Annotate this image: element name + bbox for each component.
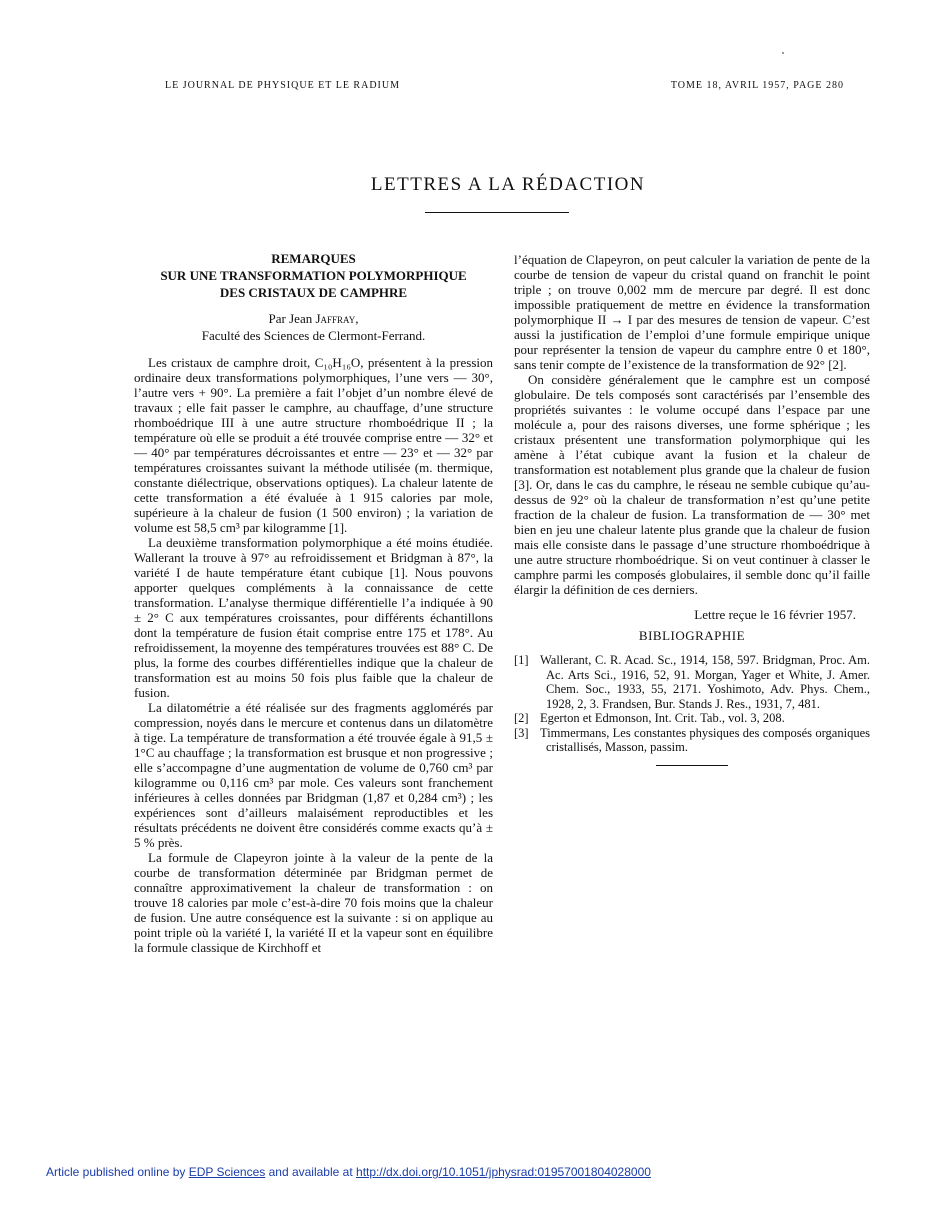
reference bbox=[514, 711, 870, 726]
author-line bbox=[134, 311, 493, 326]
paragraph: l’équation de Clapeyron, on peut calculer la variation de pente de la courbe de tension de vapeur du cristal quand on franchit le point triple ; on trouve 0,002 mm de mercure par degré. Il est donc impossible pratiquement de mettre en évidence la transformation polymorphique II → I par des mesures de tension de vapeur. C’est aussi la justification de l’emploi d’une formule empirique unique pour représenter la tension de vapeur du camphre entre 0 et 180°, sans tenir compte de l’existence de la transformation de 92° [2]. bbox=[514, 252, 870, 372]
article-title-line: REMARQUES bbox=[271, 251, 356, 266]
article-title bbox=[134, 250, 493, 301]
affiliation: Faculté des Sciences de Clermont-Ferrand. bbox=[201, 328, 426, 343]
reference-number: [3] bbox=[514, 725, 529, 740]
right-column bbox=[514, 252, 870, 766]
paragraph: La dilatométrie a été réalisée sur des fragments agglomérés par compression, noyés dans le mercure et contenus dans un dilatomètre à tige. La température de transformation a été trouvée égale à 91,5 ± 1°C au chauffage ; la transformation est brusque et non progressive ; elle s’accompagne d’une augmentation de volume de 0,760 cm³ par kilogramme ou 0,116 cm³ par mole. Ces valeurs sont franchement inférieures à celles données par Bridgman (1,87 et 0,284 cm³) ; les expériences sont d’ailleurs malaisément reproductibles et les résultats précédents ne doivent être considérés comme exacts qu’à ± 5 % près. bbox=[134, 700, 493, 850]
reference-text: Egerton et Edmonson, Int. Crit. Tab., vol. 3, 208. bbox=[540, 711, 785, 725]
reference-text: Wallerant, C. R. Acad. Sc., 1914, 158, 597. Bridgman, Proc. Am. Ac. Arts Sci., 1916, 52, 91. Morgan, Yager et White, J. Amer. Chem. Soc., 1933, 55, 2171. Yoshimoto, Adv. Phys. Chem., 1928, 2, 3. Frandsen, Bur. Stands J. Res., 1931, 7, 481. bbox=[540, 653, 870, 711]
paragraph: On considère généralement que le camphre est un composé globulaire. De tels composés sont caractérisés par l’ensemble des propriétés suivantes : le volume occupé dans l’espace par une molécule a, pour des raisons diverses, une forme sphérique ; les cristaux présentent une transformation polymorphique qui les amène à l’état cubique avant la fusion et la chaleur de transformation est notablement plus grande que la chaleur de fusion [3]. Or, dans le cas du camphre, le réseau ne semble cubique qu’au-dessus de 92° où la chaleur de transformation n’est qu’une petite fraction de la chaleur de fusion. La transformation de — 30° met bien en jeu une chaleur latente plus grande que la chaleur de fusion mais elle consiste dans le passage d’une structure rhomboédrique à une autre structure rhomboédrique. Si on veut continuer à classer le camphre parmi les composés globulaires, il semble donc qu’il faille élargir la définition de ces derniers. bbox=[514, 372, 870, 597]
paragraph: Les cristaux de camphre droit, C₁₀H₁₆O, présentent à la pression ordinaire deux transformations polymorphiques, l’une vers — 30°, l’autre vers + 90°. La première a fait l’objet d’un nombre élevé de travaux ; elle fait passer le camphre, au chauffage, d’une structure rhomboédrique III à une autre structure rhomboédrique II ; la température où elle se produit a été trouvée comprise entre — 32° et — 40° par températures décroissantes et entre — 23° et — 32° par températures croissantes suivant la méthode utilisée (m. thermique, constante diélectrique, observations optiques). La chaleur latente de cette transformation a été évaluée à 1 915 calories par mole, supérieure à la chaleur de fusion (1 500 environ) ; la variation de volume est 58,5 cm³ par kilogramme [1]. bbox=[134, 355, 493, 535]
article-title-line: SUR UNE TRANSFORMATION POLYMORPHIQUE bbox=[160, 268, 467, 283]
title-rule bbox=[425, 212, 569, 213]
reference bbox=[514, 726, 870, 755]
footer-prefix: Article published online by bbox=[46, 1165, 186, 1179]
left-column bbox=[134, 250, 493, 955]
end-rule bbox=[656, 765, 728, 766]
author-prefix: Par Jean bbox=[268, 311, 313, 326]
publication-footer bbox=[46, 1165, 651, 1179]
article-title-line: DES CRISTAUX DE CAMPHRE bbox=[219, 285, 408, 300]
section-title: LETTRES A LA RÉDACTION bbox=[370, 174, 646, 195]
reference-number: [1] bbox=[514, 653, 529, 667]
author-name: Jaffray, bbox=[315, 311, 359, 326]
journal-header: LE JOURNAL DE PHYSIQUE ET LE RADIUM bbox=[165, 80, 400, 91]
reference bbox=[514, 653, 870, 711]
paragraph: La deuxième transformation polymorphique a été moins étudiée. Wallerant la trouve à 97° au refroidissement et Bridgman à 87°, la variété I de haute température étant cubique [1]. Nous pouvons apporter quelques compléments à la connaissance de cette transformation. L’analyse thermique différentielle l’a indiquée à 90 ± 2° C aux températures croissantes, pour différents échantillons dont la température de fusion était comprise entre 175 et 178°. Au refroidissement, la moyenne des températures trouvées est 88° C. De plus, la forme des courbes différentielles indique que la chaleur de transformation est au moins 50 fois plus faible que la chaleur de fusion. bbox=[134, 535, 493, 700]
reference-number: [2] bbox=[514, 711, 529, 725]
received-date: Lettre reçue le 16 février 1957. bbox=[694, 607, 856, 622]
volume-page-header: TOME 18, AVRIL 1957, PAGE 280 bbox=[670, 80, 844, 91]
doi-link[interactable]: http://dx.doi.org/10.1051/jphysrad:01957001804028000 bbox=[356, 1165, 651, 1179]
bibliography-title: BIBLIOGRAPHIE bbox=[638, 628, 746, 643]
reference-text: Timmermans, Les constantes physiques des composés organiques cristallisés, Masson, passim. bbox=[540, 725, 870, 754]
speck bbox=[782, 52, 784, 54]
paragraph: La formule de Clapeyron jointe à la valeur de la pente de la courbe de transformation déterminée par Bridgman permet de connaître approximativement la chaleur de transformation : on trouve 18 calories par mole c’est-à-dire 70 fois moins que la chaleur de fusion. Une autre conséquence est la suivante : si on applique au point triple où la variété I, la variété II et la vapeur sont en équilibre la formule classique de Kirchhoff et bbox=[134, 850, 493, 955]
publisher-link[interactable]: EDP Sciences bbox=[188, 1165, 266, 1179]
footer-middle: and available at bbox=[268, 1165, 353, 1179]
